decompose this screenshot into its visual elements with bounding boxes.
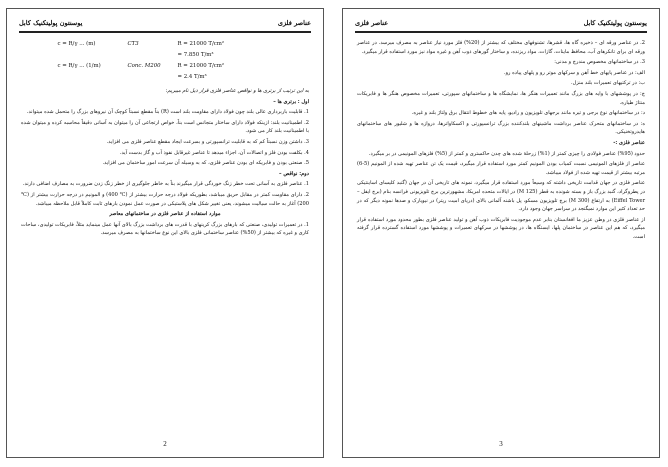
list-item: 2. اطمینانیت بلند: ازینکه فولاد دارای ساختار متجانس است بناً، خواص ارتجاعی آن را میتوان به آسانی دقیقاً محاسبه کرده و میتوان شده با اطمینانیت بلند کار می شود. bbox=[21, 119, 309, 135]
formula-expr: c = R/γ ... (1/m) bbox=[57, 63, 101, 69]
list-item: 3. داشتن وزن نسبتاً کم که به قابلیت ترانسپورتی و بسرعت ایجاد مقطع عناصر فلزی می افزاید. bbox=[106, 138, 309, 145]
formula-value: = 2.4 T/m³ bbox=[177, 74, 207, 80]
list-item: ب: در ترکتیهای تعمیرات بلند منزل. bbox=[570, 80, 645, 87]
formula-label: CT3 bbox=[127, 41, 139, 47]
section-heading: دوم: نواقص – bbox=[279, 170, 309, 177]
section-heading: موارد استفاده از عناصر فلزی در ساختمانهای معاصر bbox=[109, 211, 221, 218]
list-item: 1. قابلیت باربرداری عالی بلند چون فولاد دارای مقاومت بلند است (R) بناً مقطع نسبتاً کوچک آن نیروهای بزرگ را متحمل شده میتواند. bbox=[26, 109, 309, 116]
formula-row bbox=[21, 39, 309, 83]
formula-expr: c = R/γ ... (m) bbox=[57, 41, 96, 47]
formula-value: R = 21000 T/cm² bbox=[177, 63, 225, 69]
list-item: 1. عناصر فلزی به آسانی تحت خطر زنگ خوردگی قرار میگیرند بناً به خاطر جلوگیری از خطر زنگ زدن ضرورت به مصارف اضافی دارند. bbox=[22, 181, 309, 188]
formula-label: Conc. M200 bbox=[127, 63, 161, 69]
list-item: ه: در ساختمانهای متحرک عناصر برداشت ماشینهای بلندکننده بزرگ ترانسپورتی و اکسکاواترها، دروازه ها و شلیور های ساختمانهای هایدروتخنیکی. bbox=[357, 120, 645, 136]
list-item: ج: در پوششهای با وایه های بزرگ مانند تعمیرات هنگر ها، نمایشگاه ها و ساختمانهای سپورتی، تعمیرات مخصوص هنگر ها و فابریکات منتاژ طیاره. bbox=[357, 90, 645, 106]
header-subtitle: عناصر فلزی bbox=[355, 19, 389, 27]
list-item: 5. صنعتی بودن و فابریکه ای بودن عناصر فلزی، که به وسیله آن سرعت امور ساختمان می افزاید. bbox=[102, 160, 309, 167]
paragraph: از عناصر فلزی در وطن عزیز ما افغانستان بنابر عدم موجودیت فابریکات ذوب آهن و تولید عناصر فلزی بطور محدود مورد استفاده قرار میگیرد، که هم این عناصر در ساختمان پلها، ایستگاه ها، در پوششها در سرکهای تعمیرات و پوششها مورد استفاده گسترده قرار گرفته است. bbox=[357, 216, 645, 240]
header-subtitle: یوسنتون پولیتکنیک کابل bbox=[19, 19, 83, 27]
page-body bbox=[357, 39, 645, 431]
intro-text: به این ترتیب از برتری ها و نواقص عناصر فلزی قرار ذیل نام میبریم: bbox=[165, 88, 309, 94]
list-item: 1. در تعمیرات تولیدی، صنعتی که بارهای بزرگ کرینهای با قدرت های برداشت بزرگ بالای آنها عمل مینماید مثلاً، فابریکات تولیدی، ساحات کاری و غیره که بیشتر از (50%) عناصر ساختمانی فلزی بالای این نوع ساختمانها به مصرف میرسد. bbox=[21, 221, 309, 237]
page-number: 3 bbox=[499, 440, 503, 448]
list-item: 2. در عناصر ورقه ای – ذخیره گاه ها، قشرها، تشنوفهای مختلف که بیشتر از (20%) فلز مورد نیاز عناصر به مصرف میرسد. در عناصر ورقه ای برای تانکرهای آب، محافظ ماینات، گازات، مواد ریزنده، و ساختار گورهای ذوب آهن و غیره مواد نیز مورد استفاده قرار میگیرد. bbox=[357, 40, 645, 55]
section-heading: عناصر فلزی :- bbox=[613, 139, 645, 146]
page-body bbox=[21, 39, 309, 431]
header-title: عناصر فلزی bbox=[277, 19, 311, 27]
formula-value: = 7.850 T/m³ bbox=[177, 52, 214, 58]
page-header bbox=[19, 19, 311, 33]
header-title: یوسنتون پولیتکنیک کابل bbox=[583, 19, 647, 27]
left-page bbox=[6, 8, 324, 458]
page-number: 2 bbox=[163, 440, 167, 448]
paragraph: عناصر از فلزهای المونیمی نسبت کمیاب بودن المونیم کمتر مورد استفاده قرار میگیرد، قیمت یک تن عناصر تهیه شده از المونیم (5-6) مرتبه بیشتر از قیمت تهیه شده از فولاد میباشد. bbox=[357, 161, 645, 176]
list-item: د: در ساختمانهای نوع برجی و تیره مانند برجهای تلویزیون و رادیو، پایه های خطوط انتقال برق ولتاژ بلند و غیره. bbox=[411, 110, 645, 117]
list-item: 3. در ساختمانهای مخصوص مندرج و مدنی: bbox=[554, 59, 645, 66]
paragraph: عناصر فلزی در جهان قدامت تاریخی داشته که وسیعاً مورد استفاده قرار میگیرد، نمونه های تاریخی آن در جهان (گنبد کلیسای اساینتیکی در پطروگراد، گنبد بزرگ باز و بسته شونده به قطر (125 M) در ایالات متحده امریکا، مشهورترین برج تلویزیونی فرانسه بنام (برج ایفل – Eiffel Tower) به ارتفاع (300 M) برج تلویزیون مسکو، پل باشنه آلمانی بالای (دریای امیت ریتر) در نیویارک و صدها نمونه دیگر که در حد تعداد کثیر این موارد نمیگنجد در سراسر جهان وجود دارد. bbox=[357, 180, 645, 213]
paragraph: حدود (95%) عناصر فولادی را چیزی کمتر از (1%) زرحلهٔ شده های چدن حاکستری و کمتر از (5%) فلزهای المونیمی در بر میگیرد. bbox=[368, 150, 645, 157]
right-page bbox=[342, 8, 660, 458]
list-item: الف: در عناصر پایهای خط آهن و سرکهای موتر رو و پلهای پیاده رو. bbox=[503, 69, 645, 76]
list-item: 2. دارای مقاومت کمتر در مقابل حریق میباشد، بطوریکه فولاد درجه حرارت بیشتر از (℃ 400) و المونیم در درجه حرارت بیشتر از (℃ 200) آغاز به حالت سیالیت میشوند، یعنی تغییر شکل های پلاستیکی در صورت عمل نمودن بارهای ثابت کاملاً قابل ملاحظه میباشد. bbox=[21, 191, 309, 207]
page-header bbox=[355, 19, 647, 33]
list-item: 4. بکلفت بودن فلز و اتصالات آن، اجزاء میدهد تا عناصر غیرقابل نفوذ آب و گاز بدست آید. bbox=[119, 149, 309, 156]
formula-value: R = 21000 T/cm² bbox=[177, 41, 225, 47]
section-heading: اول : برتری ها – bbox=[273, 98, 309, 105]
